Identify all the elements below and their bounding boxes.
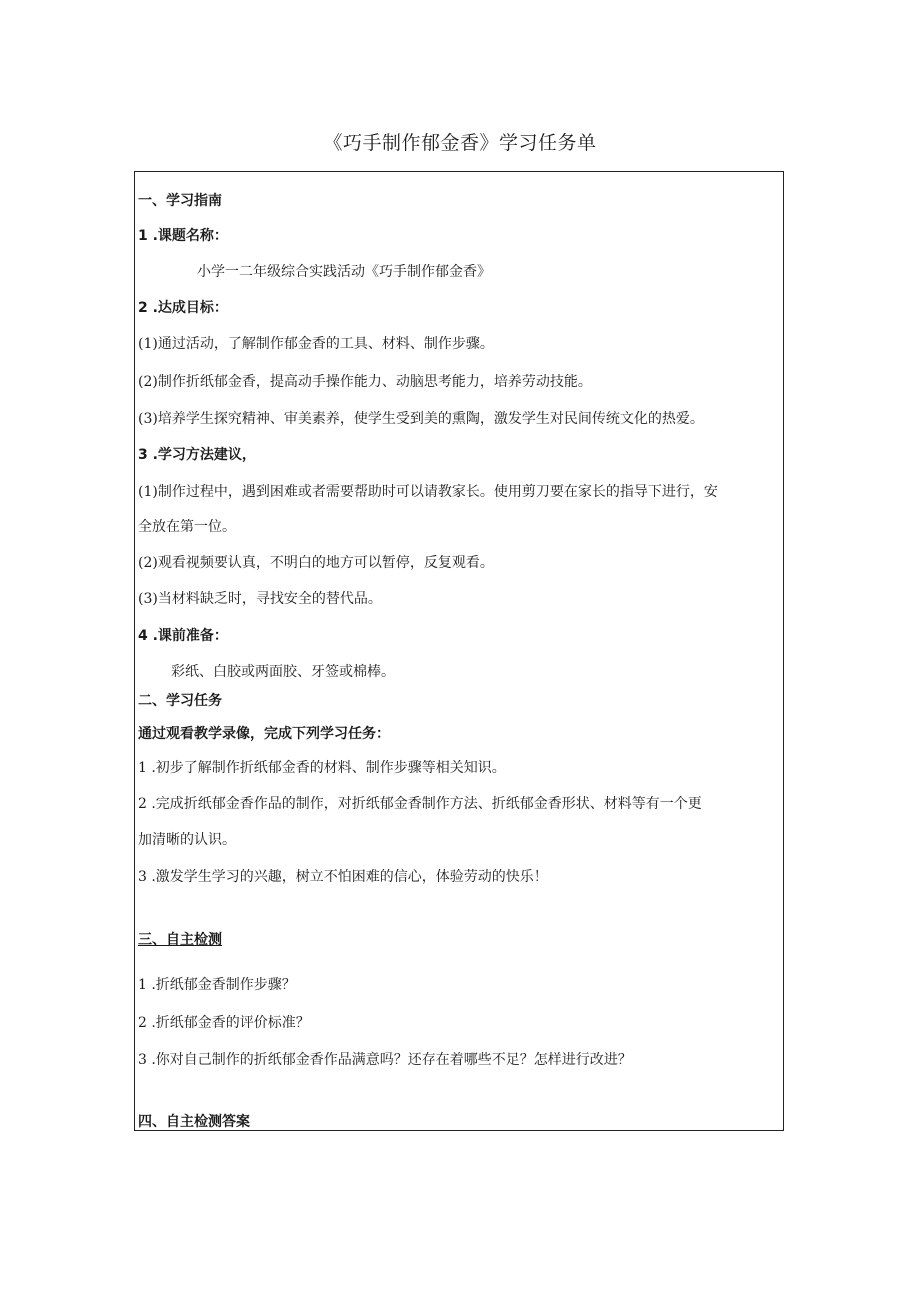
topic-heading: 1 .课题名称： — [138, 228, 228, 244]
topic-value: 小学一二年级综合实践活动《巧手制作郁金香》 — [197, 264, 491, 280]
section-heading-guide: 一、学习指南 — [138, 193, 222, 209]
task-item-continued: 加清晰的认识。 — [138, 832, 236, 848]
task-item: 3 .激发学生学习的兴趣，树立不怕困难的信心，体验劳动的快乐！ — [138, 869, 548, 885]
prep-value: 彩纸、白胶或两面胶、牙签或棉棒。 — [171, 664, 395, 680]
method-item: (1)制作过程中，遇到困难或者需要帮助时可以请教家长。使用剪刀要在家长的指导下进行，安 — [138, 484, 718, 500]
check-item: 3 .你对自己制作的折纸郁金香作品满意吗？还存在着哪些不足？怎样进行改进？ — [138, 1052, 632, 1068]
task-item: 2 .完成折纸郁金香作品的制作，对折纸郁金香制作方法、折纸郁金香形状、材料等有一个更 — [138, 796, 702, 812]
check-item: 2 .折纸郁金香的评价标准？ — [138, 1015, 310, 1031]
task-intro: 通过观看教学录像，完成下列学习任务： — [138, 726, 390, 742]
goal-item: (3)培养学生探究精神、审美素养，使学生受到美的熏陶，激发学生对民间传统文化的热爱。 — [138, 411, 704, 427]
method-item: (3)当材料缺乏时，寻找安全的替代品。 — [138, 591, 382, 607]
methods-heading: 3 .学习方法建议， — [138, 447, 256, 463]
section-heading-check: 三、自主检测 — [138, 932, 222, 948]
section-heading-task: 二、学习任务 — [138, 693, 222, 709]
task-sheet-table — [134, 171, 784, 1131]
section-heading-answers: 四、自主检测答案 — [138, 1114, 250, 1130]
task-item: 1 .初步了解制作折纸郁金香的材料、制作步骤等相关知识。 — [138, 760, 506, 776]
check-item: 1 .折纸郁金香制作步骤？ — [138, 977, 296, 993]
prep-heading: 4 .课前准备： — [138, 628, 228, 644]
goals-heading: 2 .达成目标： — [138, 300, 228, 316]
method-item: (2)观看视频要认真，不明白的地方可以暂停，反复观看。 — [138, 555, 494, 571]
goal-item: (1)通过活动，了解制作郁金香的工具、材料、制作步骤。 — [138, 336, 494, 352]
document-title: 《巧手制作郁金香》学习任务单 — [323, 132, 597, 154]
goal-item: (2)制作折纸郁金香，提高动手操作能力、动脑思考能力，培养劳动技能。 — [138, 374, 592, 390]
method-item-continued: 全放在第一位。 — [138, 519, 236, 535]
